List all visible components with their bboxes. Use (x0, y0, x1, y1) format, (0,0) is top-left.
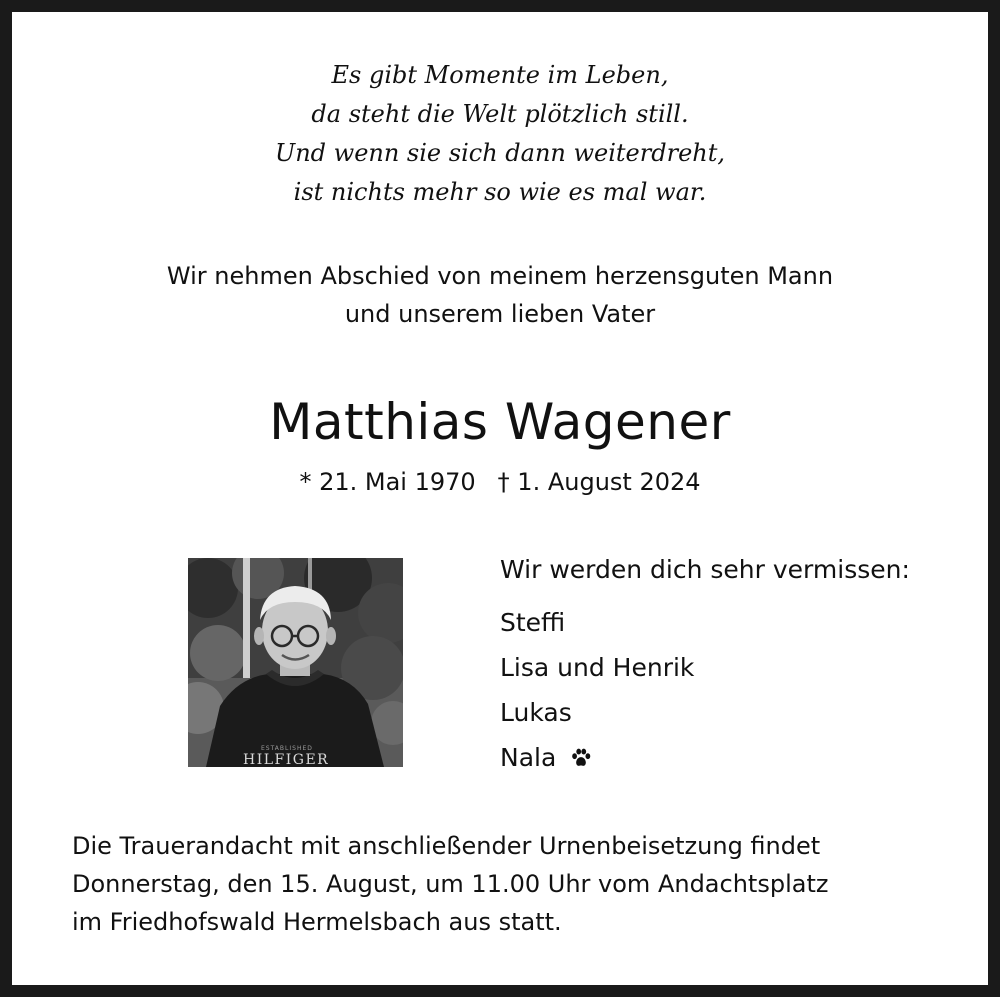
poem-line: Und wenn sie sich dann weiterdreht, (274, 139, 726, 167)
farewell-intro (0, 257, 1000, 333)
poem-line: ist nichts mehr so wie es mal war. (293, 178, 707, 206)
mourners-list (500, 550, 910, 780)
service-line: Donnerstag, den 15. August, um 11.00 Uhr vom Andachtsplatz (72, 870, 829, 898)
service-line: Die Trauerandacht mit anschließender Urnenbeisetzung findet (72, 832, 821, 860)
mourner-name: Lisa und Henrik (500, 653, 695, 682)
funeral-service-info (72, 827, 828, 941)
poem-line: Es gibt Momente im Leben, (331, 61, 669, 89)
paw-print-icon (570, 747, 592, 769)
intro-line: Wir nehmen Abschied von meinem herzensguten Mann (166, 262, 834, 290)
intro-line: und unserem lieben Vater (344, 300, 656, 328)
portrait-illustration (188, 558, 403, 767)
birth-date: * 21. Mai 1970 (299, 468, 476, 496)
mourner-name: Steffi (500, 608, 566, 637)
service-line: im Friedhofswald Hermelsbach aus statt. (72, 908, 562, 936)
life-dates (0, 464, 1000, 500)
portrait-photo (188, 558, 403, 767)
sweater-subtext: ESTABLISHED (261, 745, 313, 752)
death-date: † 1. August 2024 (497, 468, 701, 496)
mourner-pet-row (500, 735, 910, 780)
mourner-name: Lukas (500, 698, 572, 727)
mourners-lead: Wir werden dich sehr vermissen: (500, 555, 910, 584)
poem (0, 56, 1000, 212)
deceased-name: Matthias Wagener (269, 393, 731, 451)
poem-line: da steht die Welt plötzlich still. (311, 100, 689, 128)
sweater-logo-text: HILFIGER (243, 752, 330, 767)
mourner-name: Nala (500, 743, 557, 772)
